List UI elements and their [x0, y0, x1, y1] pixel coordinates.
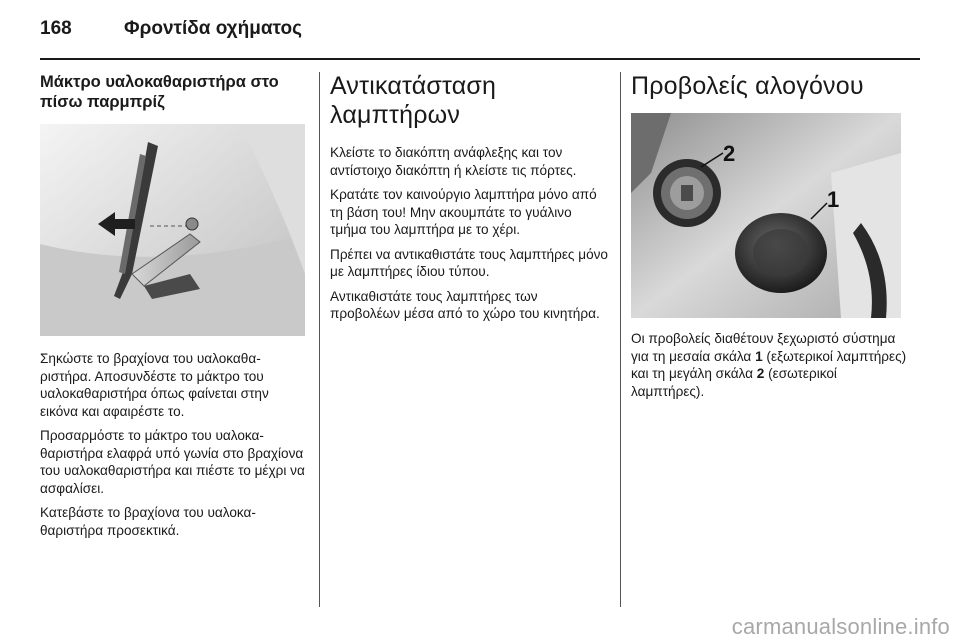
section-heading-bulb-replacement: Αντικατάσταση λαμπτήρων: [330, 72, 497, 129]
halogen-headlamp-illustration: [631, 113, 901, 318]
rear-wiper-step-3: Κατεβάστε το βραχίονα του υαλοκαθαριστήρα προσεκτικά.: [40, 505, 256, 538]
section-heading-rear-wiper: Μάκτρο υαλοκαθαριστήρα στο πίσω παρμπρίζ: [40, 73, 279, 111]
halogen-headlights-description: [631, 330, 911, 400]
bulb-replacement-para-3: Πρέπει να αντικαθιστάτε τους λαμπτήρες μόνο με λαμπτήρες ίδιου τύπου.: [330, 246, 608, 279]
rear-wiper-step-1: Σηκώστε το βραχίονα του υαλοκαθαριστήρα. Αποσυνδέστε το μάκτρο του υαλοκαθαριστήρα όπως φαίνεται στην εικόνα και αφαιρέστε το.: [40, 351, 269, 419]
description-text-e: (εσωτερικοί λαμπτήρες).: [631, 366, 837, 399]
description-callout-1: 1: [755, 348, 763, 364]
description-text-a: Οι προβολείς διαθέτουν ξεχωριστό σύστημα για τη μεσαία σκάλα: [631, 331, 896, 364]
description-text-c: (εξωτερικοί λαμπτήρες) και τη μεγάλη σκάλα: [631, 348, 907, 381]
column-divider-2: [620, 72, 621, 607]
rear-wiper-step-2: Προσαρμόστε το μάκτρο του υαλοκαθαριστήρα ελαφρά υπό γωνία στο βραχίονα του υαλοκαθαριστήρα και πιέστε το μέχρι να ασφαλίσει.: [40, 428, 305, 496]
section-heading-halogen-headlights: Προβολείς αλογόνου: [631, 72, 864, 100]
bulb-replacement-para-2: Κρατάτε τον καινούργιο λαμπτήρα μόνο από τη βάση του! Μην ακουμπάτε το γυάλινο τμήμα του λαμπτήρα με το χέρι.: [330, 187, 597, 237]
bulb-replacement-para-1: Κλείστε το διακόπτη ανάφλεξης και τον αντίστοιχο διακόπτη ή κλείστε τις πόρτες.: [330, 145, 577, 178]
column-bulb-replacement: [330, 72, 610, 330]
halogen-headlamp-figure: [631, 113, 901, 318]
rear-wiper-figure: [40, 124, 305, 336]
chapter-title: Φροντίδα οχήματος: [124, 18, 302, 39]
description-callout-2: 2: [756, 366, 765, 381]
page-header: [40, 14, 920, 54]
rear-wiper-arm-illustration: [40, 124, 305, 336]
column-rear-wiper: [40, 72, 305, 546]
header-rule: [40, 58, 920, 60]
column-divider-1: [319, 72, 320, 607]
bulb-replacement-para-4: Αντικαθιστάτε τους λαμπτήρες των προβολέων μέσα από το χώρο του κινητήρα.: [330, 288, 600, 321]
callout-1: 1: [827, 187, 840, 212]
watermark: carmanualsonline.info: [731, 614, 950, 639]
column-halogen-headlights: [631, 72, 911, 407]
page-number: 168: [40, 18, 72, 39]
callout-2: 2: [723, 141, 736, 166]
